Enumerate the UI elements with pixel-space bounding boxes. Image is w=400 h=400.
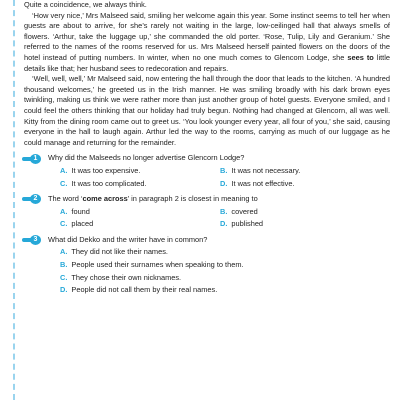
answer-option-a[interactable]: A. found — [60, 206, 90, 216]
answer-option-a[interactable]: A. They did not like their names. — [60, 247, 168, 257]
answer-option-d[interactable]: D. published — [220, 219, 264, 229]
passage-paragraph: Quite a coincidence, we always think. — [24, 0, 147, 9]
answer-option-d[interactable]: D. It was not effective. — [220, 178, 295, 188]
passage-paragraph — [24, 11, 390, 75]
answer-option-d[interactable]: D. People did not call them by their real names. — [60, 285, 218, 295]
page-content — [24, 0, 390, 296]
question-text: The word ‘come across’ in paragraph 2 is closest in meaning to — [48, 194, 258, 204]
passage-text: little details like that; her husband sees to redecoration and repairs. — [24, 52, 390, 73]
question-number-badge: 1 — [22, 154, 44, 164]
highlighted-phrase: sees to — [347, 52, 374, 62]
answer-option-c[interactable]: C. They chose their own nicknames. — [60, 272, 182, 282]
answer-option-c[interactable]: C. It was too complicated. — [60, 178, 147, 188]
question-number-badge: 3 — [22, 235, 44, 245]
answer-option-a[interactable]: A. It was too expensive. — [60, 165, 141, 175]
question-1 — [24, 153, 390, 189]
question-text: Why did the Malseeds no longer advertise Glencorn Lodge? — [48, 153, 245, 163]
passage-text: ‘How very nice,’ Mrs Malseed said, smiling her welcome again this year. Some instinct seems to tell her when guests are about to arrive, for she’s rarely not waiting in the large, low-ceilinged hall that always smells of flowers. ‘Arthur, take the luggage up,’ she commanded the old porter. ‘Rose, Tulip, Lily and Geranium.’ She referred to the names of the rooms reserved for us. Mrs Malseed herself painted flowers on the doors of the hotel instead of putting numbers. In winter, when no one much comes to Glencom Lodge, she — [24, 10, 390, 62]
answer-option-c[interactable]: C. placed — [60, 219, 94, 229]
question-text: What did Dekko and the writer have in common? — [48, 234, 208, 244]
question-2 — [24, 194, 390, 230]
answer-option-b[interactable]: B. It was not necessary. — [220, 165, 301, 175]
answer-option-b[interactable]: B. covered — [220, 206, 258, 216]
question-3 — [24, 235, 390, 296]
margin-dashed-line — [13, 0, 15, 400]
passage-paragraph: ‘Well, well, well,’ Mr Malseed said, now entering the hall through the door that leads to the kitchen. ‘A hundred thousand welcomes,’ he greeted us in the Irish manner. He was smiling broadly with his dark brown eyes twinkling, making us think we were rather more than just another group of hotel guests. Everyone smiled, and I could feel the others thinking that our holiday had truly begun. Nothing had changed at Glencorn, all was well. Kitty from the dining room came out to greet us. ‘You look younger every year, all four of you,’ she said, causing everyone in the hall to laugh again. Arthur led the way to the rooms, carrying as much of our luggage as he could manage and returning for the remainder. — [24, 74, 390, 147]
answer-option-b[interactable]: B. People used their surnames when speaking to them. — [60, 260, 244, 270]
question-number-badge: 2 — [22, 194, 44, 204]
